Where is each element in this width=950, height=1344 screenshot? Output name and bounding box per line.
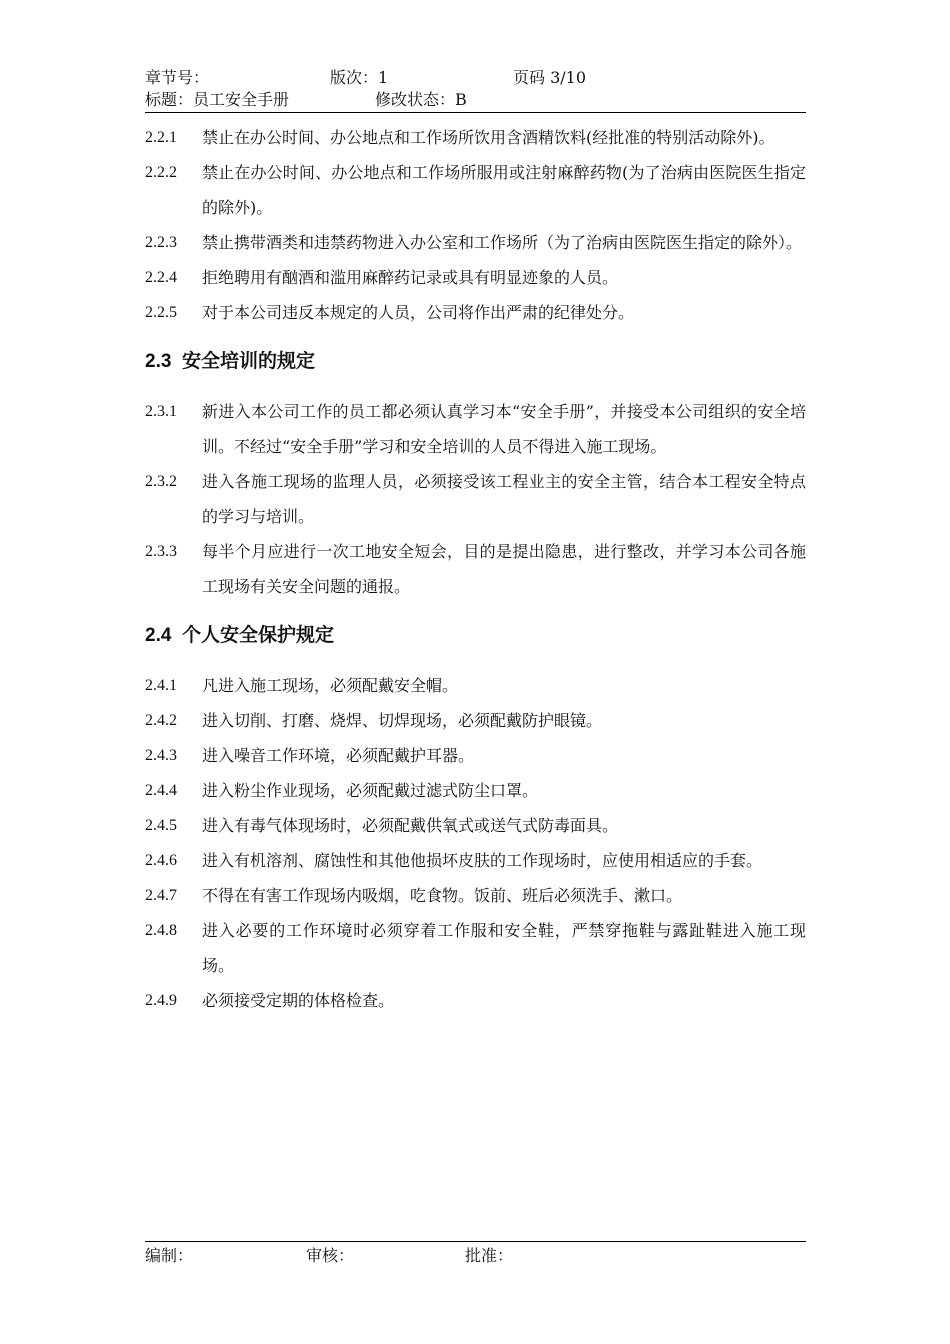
clause-2-4-9: 2.4.9 必须接受定期的体格检查。 — [145, 991, 395, 1010]
clause-2-4-5: 2.4.5 进入有毒气体现场时，必须配戴供氧式或送气式防毒面具。 — [145, 816, 619, 835]
chapter-label: 章节号： — [145, 68, 210, 87]
clause-2-2-3: 2.2.3 禁止携带酒类和违禁药物进入办公室和工作场所（为了治病由医院医生指定的除外）。 — [145, 233, 803, 252]
clause-2-4-2: 2.4.2 进入切削、打磨、烧焊、切焊现场，必须配戴防护眼镜。 — [145, 711, 603, 730]
clause-2-2-5: 2.2.5 对于本公司违反本规定的人员，公司将作出严肃的纪律处分。 — [145, 303, 635, 322]
reviewed-by-label: 审核： — [306, 1246, 355, 1265]
clause-group-2-3 — [145, 394, 806, 604]
clause-2-3-3: 2.3.3 每半个月应进行一次工地安全短会，目的是提出隐患，进行整改，并学习本公司各施工现场有关安全问题的通报。 — [145, 542, 806, 596]
footer-divider — [145, 1241, 806, 1242]
clause-2-3-1: 2.3.1 新进入本公司工作的员工都必须认真学习本“安全手册”，并接受本公司组织的安全培训。不经过“安全手册”学习和安全培训的人员不得进入施工现场。 — [145, 402, 806, 456]
clause-2-4-7: 2.4.7 不得在有害工作现场内吸烟，吃食物。饭前、班后必须洗手、漱口。 — [145, 886, 683, 905]
clause-2-4-1: 2.4.1 凡进入施工现场，必须配戴安全帽。 — [145, 676, 459, 695]
document-title: 标题：员工安全手册 — [145, 90, 290, 109]
clause-2-4-6: 2.4.6 进入有机溶剂、腐蚀性和其他他损坏皮肤的工作现场时，应使用相适应的手套。 — [145, 851, 763, 870]
clause-2-4-3: 2.4.3 进入噪音工作环境，必须配戴护耳器。 — [145, 746, 475, 765]
clause-2-2-4: 2.2.4 拒绝聘用有酗酒和滥用麻醉药记录或具有明显迹象的人员。 — [145, 268, 619, 287]
clause-group-2-2 — [145, 120, 806, 330]
document-body — [145, 120, 806, 1018]
clause-2-4-8: 2.4.8 进入必要的工作环境时必须穿着工作服和安全鞋，严禁穿拖鞋与露趾鞋进入施工现场。 — [145, 921, 806, 975]
section-heading-2-4: 2.4 个人安全保护规定 — [145, 625, 334, 646]
clause-group-2-4 — [145, 668, 806, 1018]
page-number-label: 页码 3/10 — [513, 68, 587, 87]
clause-2-3-2: 2.3.2 进入各施工现场的监理人员，必须接受该工程业主的安全主管，结合本工程安全特点的学习与培训。 — [145, 472, 806, 526]
approved-by-label: 批准： — [465, 1246, 514, 1265]
version-label: 版次：1 — [330, 68, 389, 87]
section-heading-2-3: 2.3 安全培训的规定 — [145, 351, 315, 372]
header-divider — [145, 112, 806, 113]
clause-2-2-1: 2.2.1 禁止在办公时间、办公地点和工作场所饮用含酒精饮料(经批准的特别活动除外)。 — [145, 128, 775, 147]
revision-status: 修改状态：B — [375, 90, 467, 109]
clause-2-4-4: 2.4.4 进入粉尘作业现场，必须配戴过滤式防尘口罩。 — [145, 781, 539, 800]
compiled-by-label: 编制： — [145, 1246, 194, 1265]
clause-2-2-2: 2.2.2 禁止在办公时间、办公地点和工作场所服用或注射麻醉药物(为了治病由医院医生指定的除外)。 — [145, 163, 806, 217]
